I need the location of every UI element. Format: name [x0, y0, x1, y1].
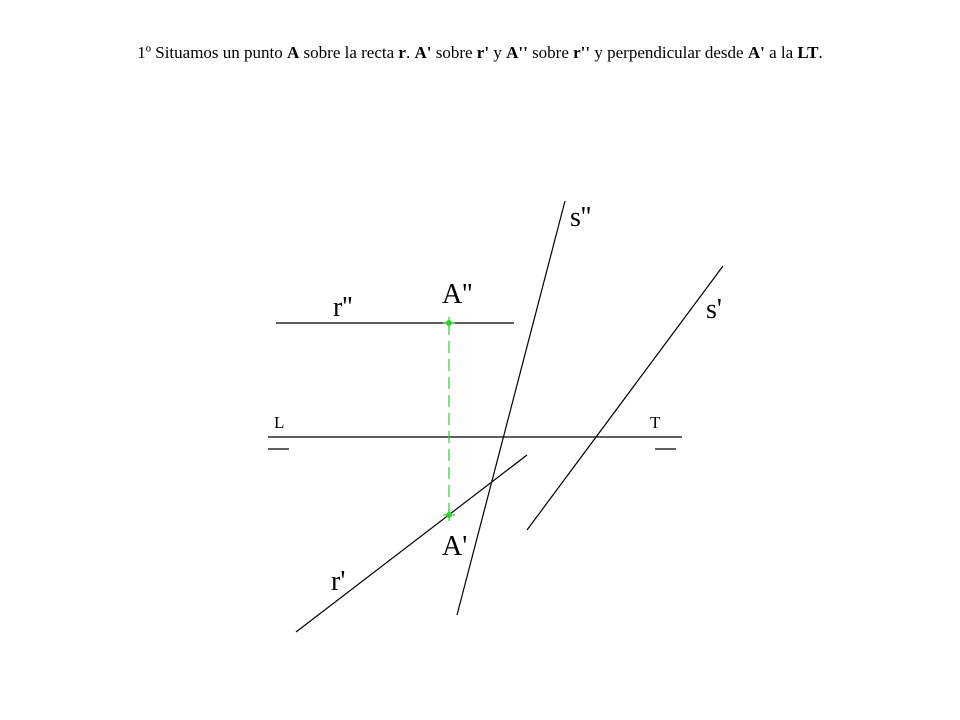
caption-bold: r': [476, 43, 490, 62]
caption-bold: LT: [797, 43, 819, 62]
caption-text: a la: [764, 43, 798, 62]
caption-text: sobre: [431, 43, 477, 62]
caption-bold: A: [287, 43, 300, 62]
caption-bold: r: [398, 43, 406, 62]
caption-text: y perpendicular desde: [590, 43, 748, 62]
caption-text: sobre: [527, 43, 574, 62]
label-a-prime: A': [442, 531, 468, 562]
caption-text: .: [818, 43, 823, 62]
line-s-double-prime: [457, 201, 565, 615]
label-l: L: [274, 413, 285, 432]
label-s-prime: s': [706, 294, 722, 325]
label-t: T: [650, 413, 661, 432]
caption-text: sobre la recta: [299, 43, 399, 62]
caption-text: 1º Situamos un punto: [137, 43, 288, 62]
caption-bold: A'': [506, 43, 528, 62]
line-r-prime: [296, 455, 527, 632]
label-r-prime: r': [331, 566, 346, 597]
label-r-double-prime: r'': [333, 292, 353, 323]
caption-bold: r'': [573, 43, 591, 62]
caption-bold: A': [747, 43, 765, 62]
line-s-prime: [527, 266, 723, 530]
point-a-double-prime: [443, 317, 455, 329]
label-s-double-prime: s'': [570, 202, 591, 233]
caption-text: y: [489, 43, 507, 62]
caption-text: .: [405, 43, 415, 62]
caption-bold: A': [414, 43, 432, 62]
label-a-double-prime: A'': [442, 279, 473, 310]
